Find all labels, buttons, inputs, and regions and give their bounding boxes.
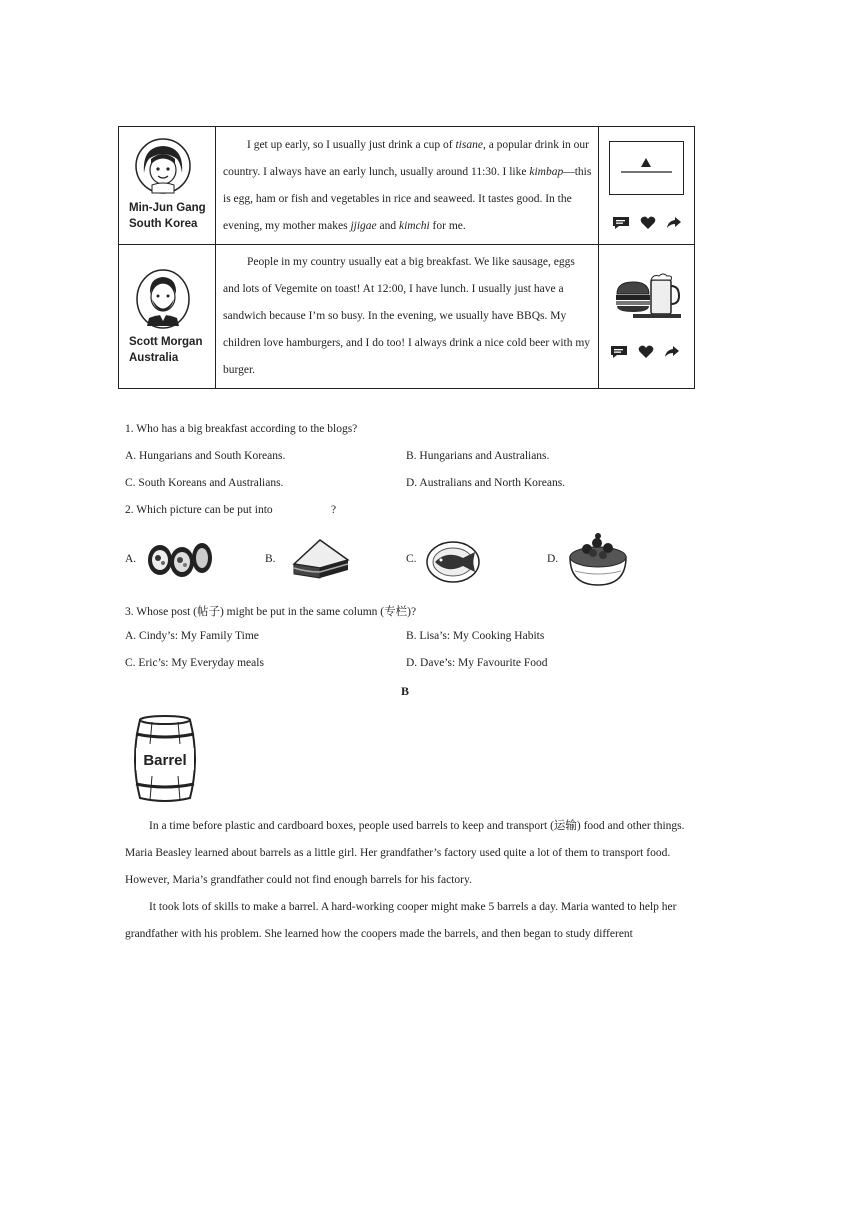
italic-term: jjigae bbox=[350, 220, 377, 232]
heart-icon[interactable] bbox=[640, 216, 656, 230]
question-2-mark: ? bbox=[331, 504, 337, 516]
man-avatar-icon bbox=[135, 268, 191, 330]
blogger-name: Min-Jun Gang South Korea bbox=[129, 202, 206, 230]
blog-table bbox=[118, 126, 695, 389]
barrel-label: Barrel bbox=[143, 752, 187, 769]
blogger-name: Scott Morgan Australia bbox=[129, 336, 203, 364]
girl-avatar-icon bbox=[134, 137, 192, 195]
fish-dish-picture bbox=[425, 536, 485, 584]
post-actions bbox=[612, 216, 682, 230]
blog-text-segment: —this is egg, ham or fish and vegetables in rice and seaweed. It tastes good. In the evening, my mother makes bbox=[223, 166, 592, 232]
option-1d[interactable]: D. Australians and North Koreans. bbox=[406, 477, 566, 489]
option-2d[interactable]: D. bbox=[547, 553, 559, 565]
comment-icon[interactable] bbox=[612, 216, 630, 230]
share-icon[interactable] bbox=[666, 216, 682, 230]
blog-text-scott bbox=[223, 249, 593, 384]
option-3b[interactable]: B. Lisa’s: My Cooking Habits bbox=[406, 630, 545, 642]
question-1: 1. Who has a big breakfast according to the blogs? bbox=[125, 423, 358, 435]
table-divider bbox=[215, 127, 216, 388]
option-3c[interactable]: C. Eric’s: My Everyday meals bbox=[125, 657, 264, 669]
blog-text-min-jun bbox=[223, 132, 593, 240]
sandwich-picture bbox=[290, 538, 350, 582]
option-2c[interactable]: C. bbox=[406, 553, 417, 565]
blog-text-segment: , a popular drink in our country. I always have an early lunch, usually around 11:30. I like bbox=[223, 139, 589, 178]
post-actions bbox=[610, 345, 680, 359]
option-3d[interactable]: D. Dave’s: My Favourite Food bbox=[406, 657, 548, 669]
barrel-picture bbox=[130, 714, 200, 804]
section-heading: B bbox=[401, 684, 410, 698]
paragraph-2: It took lots of skills to make a barrel. A hard-working cooper might make 5 barrels a day. Maria wanted to help her grandfather with his problem. She learned how the coopers made the barrels, and then began to study different bbox=[125, 901, 677, 940]
burger-and-beer-picture bbox=[613, 270, 681, 320]
option-1c[interactable]: C. South Koreans and Australians. bbox=[125, 477, 284, 489]
blog-text-segment: and bbox=[376, 220, 399, 232]
blog-text-segment: People in my country usually eat a big breakfast. We like sausage, eggs and lots of Vegemite on toast! At 12:00, I have lunch. I usually just have a sandwich because I’m so busy. In the evening, we usually have BBQs. My children love hamburgers, and I do too! I always drink a nice cold beer with my burger. bbox=[223, 256, 591, 376]
italic-term: kimbap bbox=[529, 166, 564, 178]
paragraph-1: In a time before plastic and cardboard boxes, people used barrels to keep and transport (运输) food and other things. Maria Beasley learned about barrels as a little girl. Her grandfather’s factory used quite a lot of them to transport food. However, Maria’s grandfather could not find enough barrels for his factory. bbox=[125, 820, 685, 886]
question-3: 3. Whose post (帖子) might be put in the same column (专栏)? bbox=[125, 606, 417, 618]
kimbap-picture bbox=[146, 538, 214, 582]
table-divider bbox=[598, 127, 599, 388]
share-icon[interactable] bbox=[664, 345, 680, 359]
question-2: 2. Which picture can be put into bbox=[125, 504, 273, 516]
italic-term: kimchi bbox=[399, 220, 430, 232]
picture-placeholder-box bbox=[609, 141, 684, 195]
option-1a[interactable]: A. Hungarians and South Koreans. bbox=[125, 450, 286, 462]
bowl-of-noodles-picture bbox=[567, 531, 629, 587]
comment-icon[interactable] bbox=[610, 345, 628, 359]
table-divider bbox=[119, 244, 694, 245]
blog-text-segment: for me. bbox=[429, 220, 466, 232]
option-2b[interactable]: B. bbox=[265, 553, 276, 565]
option-3a[interactable]: A. Cindy’s: My Family Time bbox=[125, 630, 259, 642]
heart-icon[interactable] bbox=[638, 345, 654, 359]
section-b-text bbox=[125, 813, 690, 948]
triangle-marker-icon bbox=[610, 142, 683, 194]
blog-text-segment: I get up early, so I usually just drink a cup of bbox=[247, 139, 456, 151]
option-1b[interactable]: B. Hungarians and Australians. bbox=[406, 450, 550, 462]
option-2a[interactable]: A. bbox=[125, 553, 137, 565]
italic-term: tisane bbox=[455, 139, 483, 151]
